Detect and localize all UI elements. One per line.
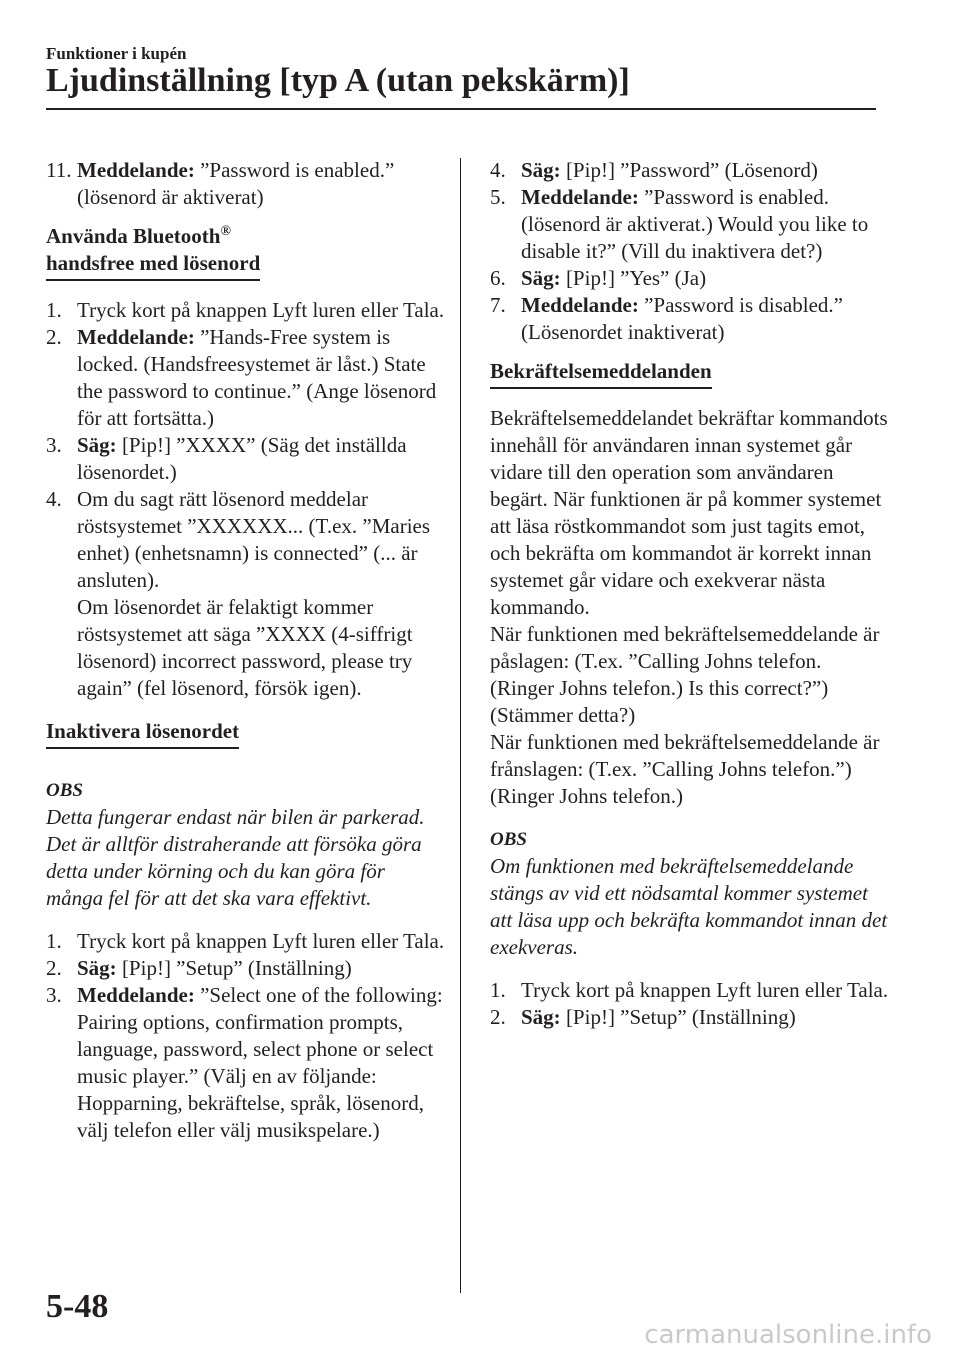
list-item: 4. Om du sagt rätt lösenord meddelar röstsystemet ”XXXXXX... (T.ex. ”Maries enhet) (enhetsnamn) is connected” (... är ansluten). Om lösenordet är felaktigt kommer röstsystemet att säga ”XXXX (4-siffrigt lösenord) incorrect password, please try again” (fel lösenord, försök igen).: [46, 487, 431, 700]
note-body: Om funktionen med bekräftelsemeddelande stängs av vid ett nödsamtal kommer systemet att läsa upp och bekräfta kommandot innan det exekveras.: [490, 854, 888, 959]
page-number: 5-48: [46, 1288, 109, 1325]
list-item: 7. Meddelande: ”Password is disabled.” (Lösenordet inaktiverat): [490, 293, 843, 344]
note-box: [46, 777, 446, 912]
header-rule: [46, 108, 876, 110]
paragraph: När funktionen med bekräftelsemeddelande är påslagen: (T.ex. ”Calling Johns telefon. (Ringer Johns telefon.) Is this correct?”) (Stämmer detta?): [490, 622, 880, 727]
step-number: 11.: [46, 158, 72, 182]
note-title: OBS: [46, 780, 83, 801]
list-item: 3. Meddelande: ”Select one of the following: Pairing options, confirmation prompts, language, password, select phone or select music player.” (Välj en av följande: Hopparning, bekräftelse, språk, lösenord, välj telefon eller välj musikspelare.): [46, 983, 443, 1142]
step-11: [46, 157, 446, 211]
watermark: carmanualsonline.info: [644, 1320, 932, 1350]
paragraph: När funktionen med bekräftelsemeddelande är frånslagen: (T.ex. ”Calling Johns telefon.”) (Ringer Johns telefon.): [490, 730, 880, 808]
list-item: 1. Tryck kort på knappen Lyft luren eller Tala.: [46, 929, 445, 953]
list-item: 6. Säg: [Pip!] ”Yes” (Ja): [490, 266, 707, 290]
list-item: 2. Meddelande: ”Hands-Free system is locked. (Handsfreesystemet är låst.) State the password to continue.” (Ange lösenord för att fortsätta.): [46, 325, 437, 430]
list-item: 3. Säg: [Pip!] ”XXXX” (Säg det inställda lösenordet.): [46, 433, 407, 484]
steps-list-3: [490, 157, 890, 346]
list-item: 1. Tryck kort på knappen Lyft luren eller Tala.: [490, 978, 889, 1002]
note-box: [490, 826, 890, 961]
list-item: 1. Tryck kort på knappen Lyft luren eller Tala.: [46, 298, 445, 322]
paragraph: Bekräftelsemeddelandet bekräftar kommandots innehåll för användaren innan systemet går vidare till den operation som användaren begärt. När funktionen är på kommer systemet att läsa röstkommandot som just tagits emot, och bekräfta om kommandot är korrekt innan systemet går vidare och exekverar nästa kommando.: [490, 406, 888, 619]
section-heading-disable-password: Inaktivera lösenordet: [46, 718, 239, 749]
list-item: 2. Säg: [Pip!] ”Setup” (Inställning): [46, 956, 352, 980]
left-column: [46, 157, 446, 1144]
steps-list-1: [46, 297, 446, 702]
section-heading-confirmation: Bekräftelsemeddelanden: [490, 358, 712, 389]
note-title: OBS: [490, 829, 527, 850]
note-body: Detta fungerar endast när bilen är parkerad. Det är alltför distraherande att försöka göra detta under körning och du kan göra för många fel för att det ska vara effektivt.: [46, 805, 425, 910]
section-heading-bluetooth-password: Använda Bluetooth®: [46, 224, 231, 248]
column-divider: [460, 158, 461, 1293]
list-item: 2. Säg: [Pip!] ”Setup” (Inställning): [490, 1005, 796, 1029]
page-title: Ljudinställning [typ A (utan pekskärm)]: [46, 62, 630, 99]
right-column: [490, 157, 890, 1031]
chapter-label: Funktioner i kupén: [46, 44, 187, 63]
steps-list-4: [490, 977, 890, 1031]
section-heading-underline-text: handsfree med lösenord: [46, 250, 260, 281]
steps-list-2: [46, 928, 446, 1144]
list-item: 4. Säg: [Pip!] ”Password” (Lösenord): [490, 158, 818, 182]
list-item: 5. Meddelande: ”Password is enabled. (lösenord är aktiverat.) Would you like to disable it?” (Vill du inaktivera det?): [490, 185, 869, 263]
step-label: Meddelande:: [77, 158, 195, 182]
step-text: ”Password is enabled.” (lösenord är aktiverat): [77, 158, 395, 209]
